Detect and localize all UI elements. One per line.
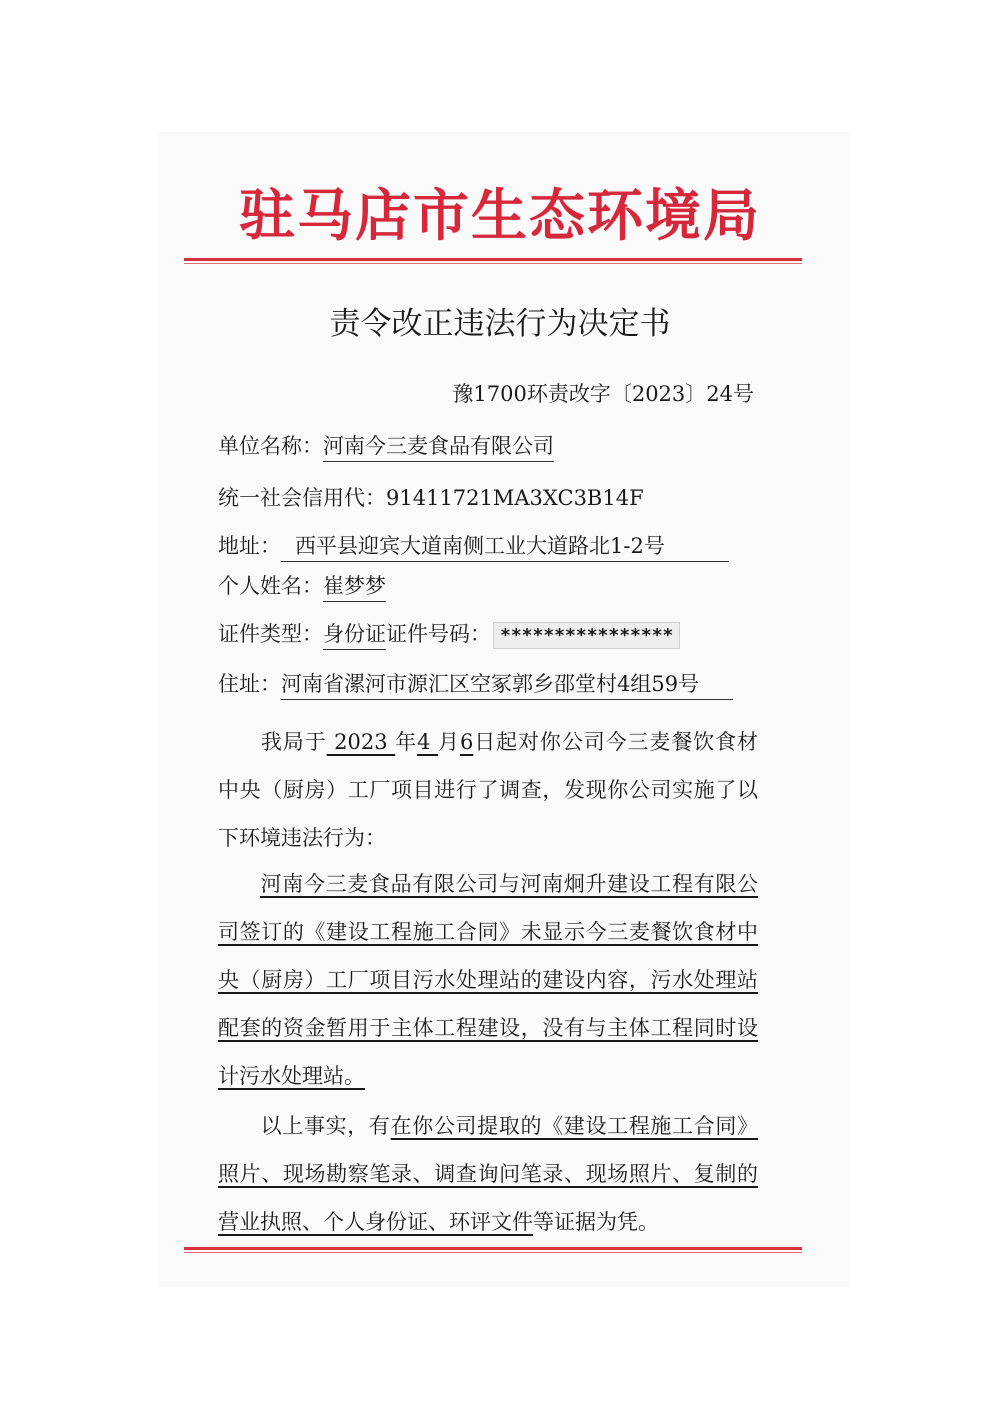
address-label: 地址：	[218, 534, 281, 558]
investigation-month: 4	[417, 730, 439, 754]
agency-letterhead: 驻马店市生态环境局	[239, 183, 761, 249]
person-name-label: 个人姓名：	[218, 574, 323, 598]
header-red-rule	[184, 258, 802, 261]
credit-code-value: 91411721MA3XC3B14F	[386, 486, 644, 510]
id-type-value: 身份证	[323, 618, 386, 650]
violation-paragraph	[218, 860, 758, 1100]
residence-value: 河南省漯河市源汇区空冢郭乡邵堂村4组59号	[281, 668, 733, 700]
p3-text-a: 以上事实，有	[260, 1114, 391, 1138]
residence-label: 住址：	[218, 672, 281, 696]
person-name-row	[218, 570, 386, 602]
investigation-day: 6	[459, 730, 474, 754]
investigation-year: 2023	[326, 730, 396, 754]
credit-code-row	[218, 482, 644, 512]
document-number: 豫1700环责改字〔2023〕24号	[452, 382, 754, 406]
p1-text-a: 我局于	[260, 730, 327, 754]
address-value: 西平县迎宾大道南侧工业大道路北1-2号	[281, 530, 729, 562]
evidence-list: 在你公司提取的《建设工程施工合同》照片、现场勘察笔录、调查询问笔录、现场照片、复制的营业执照、个人身份证、环评文件	[218, 1114, 759, 1234]
footer-red-rule	[184, 1247, 802, 1250]
credit-code-label: 统一社会信用代：	[218, 486, 386, 510]
document-title: 责令改正违法行为决定书	[329, 306, 671, 342]
unit-name-value: 河南今三麦食品有限公司	[323, 430, 554, 462]
p3-text-c: 等证据为凭。	[533, 1210, 659, 1234]
violation-text: 河南今三麦食品有限公司与河南炯升建设工程有限公司签订的《建设工程施工合同》未显示今三麦餐饮食材中央（厨房）工厂项目污水处理站的建设内容，污水处理站配套的资金暂用于主体工程建设，没有与主体工程同时设计污水处理站。	[218, 872, 758, 1088]
unit-name-label: 单位名称：	[218, 434, 323, 458]
p1-text-b: 年	[395, 730, 418, 754]
evidence-paragraph	[218, 1102, 758, 1246]
address-row	[218, 530, 729, 562]
person-name-value: 崔梦梦	[323, 570, 386, 602]
id-type-label: 证件类型：	[218, 622, 323, 646]
id-number-masked: ****************	[493, 622, 680, 649]
id-row	[218, 618, 680, 650]
p1-text-c: 月	[438, 730, 460, 754]
unit-name-row	[218, 430, 554, 462]
id-number-label: 证件号码：	[386, 622, 491, 646]
investigation-paragraph	[218, 718, 758, 862]
residence-row	[218, 668, 733, 700]
p1-text-d: 日起对你公司今三麦餐饮食材中央（厨房）工厂项目进行了调查，发现你公司实施了以下环境违法行为：	[218, 730, 759, 850]
